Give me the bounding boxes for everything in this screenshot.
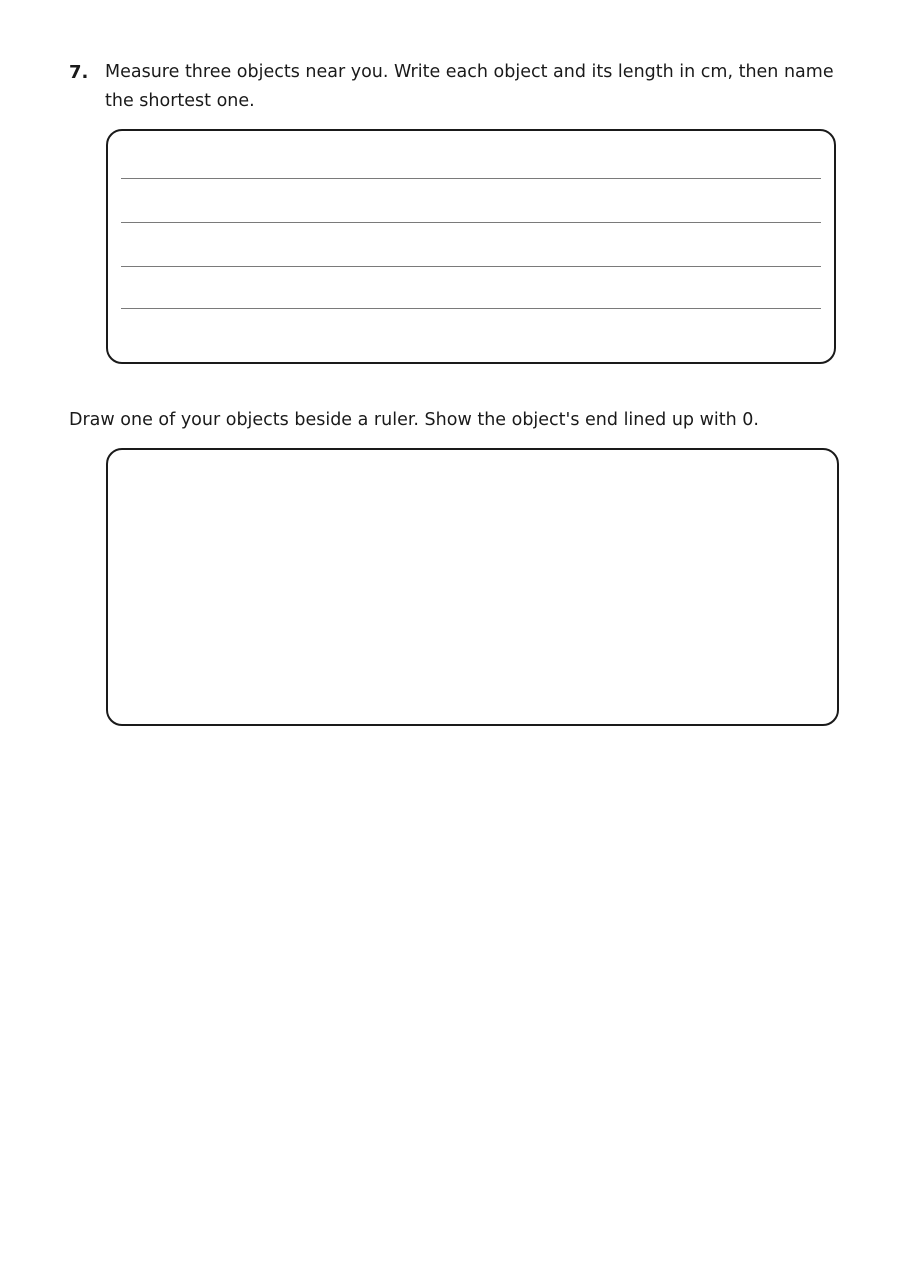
writing-line bbox=[121, 308, 821, 309]
writing-line bbox=[121, 178, 821, 179]
drawing-prompt: Draw one of your objects beside a ruler. Show the object's end lined up with 0. bbox=[69, 410, 759, 430]
question-number: 7. bbox=[69, 62, 89, 83]
writing-line bbox=[121, 222, 821, 223]
drawing-answer-box[interactable] bbox=[106, 448, 839, 726]
writing-line bbox=[121, 266, 821, 267]
question-text: Measure three objects near you. Write each object and its length in cm, then name the shortest one. bbox=[105, 62, 834, 111]
written-answer-box[interactable] bbox=[106, 129, 836, 364]
